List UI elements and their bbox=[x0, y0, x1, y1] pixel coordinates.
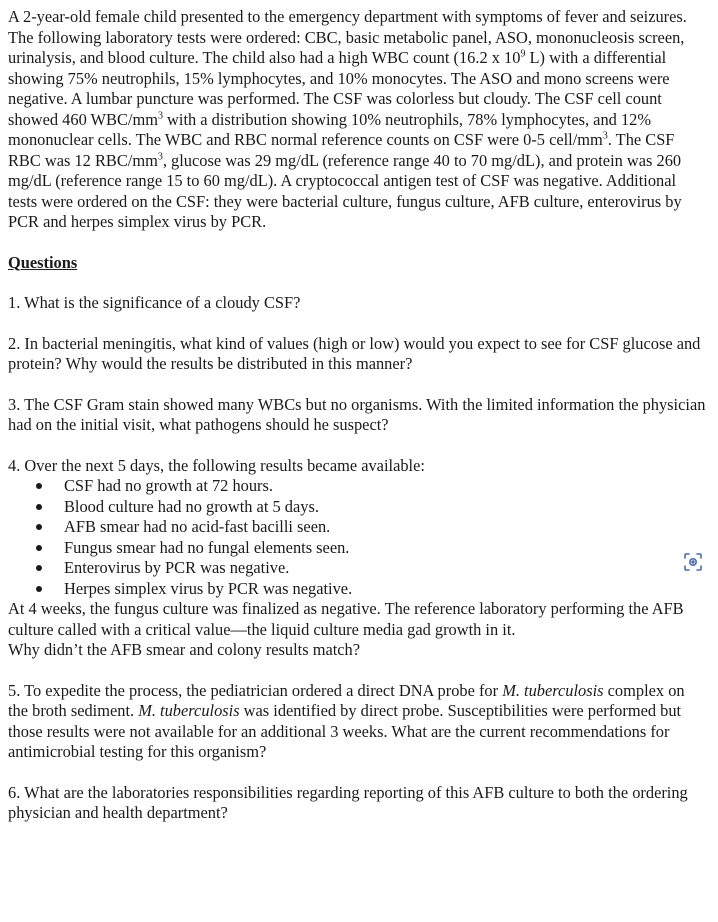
list-item: Blood culture had no growth at 5 days. bbox=[34, 497, 708, 518]
list-item: Fungus smear had no fungal elements seen. bbox=[34, 538, 708, 559]
questions-heading: Questions bbox=[8, 252, 78, 272]
case-description: A 2-year-old female child presented to the emergency department with symptoms of fever and seizures. The following laboratory tests were ordered: CBC, basic metabolic panel, ASO, mononucleosis screen, urinalysis, and blood culture. The child also had a high WBC count (16.2 x $10^9$ L) with a differential showing 75% neutrophils, 15% lymphocytes, and 10% monocytes. The ASO and mono screens were negative. A lumbar puncture was performed. The CSF was colorless but cloudy. The CSF cell count showed 460 WBC/$mm^3$ with a distribution showing 10% neutrophils, 78% lymphocytes, and 12% mononuclear cells. The WBC and RBC normal reference counts on CSF were 0-5 cell/$mm^3$. The CSF RBC was 12 RBC/$mm^3$, glucose was 29 mg/dL (reference range 40 to 70 mg/dL), and protein was 260 mg/dL (reference range 15 to 60 mg/dL). A cryptococcal antigen test of CSF was negative. Additional tests were ordered on the CSF: they were bacterial culture, fungus culture, AFB culture, enterovirus by PCR and herpes simplex virus by PCR. bbox=[8, 7, 687, 231]
question-3: 3. The CSF Gram stain showed many WBCs but no organisms. With the limited information the physician had on the initial visit, what pathogens should he suspect? bbox=[8, 394, 706, 434]
list-item: Herpes simplex virus by PCR was negative. bbox=[34, 579, 708, 600]
list-item: Enterovirus by PCR was negative. bbox=[34, 558, 708, 579]
question-4-intro: 4. Over the next 5 days, the following results became available: bbox=[8, 455, 425, 475]
question-4-question: Why didn’t the AFB smear and colony results match? bbox=[8, 640, 361, 659]
document-body bbox=[8, 7, 708, 844]
question-2: 2. In bacterial meningitis, what kind of values (high or low) would you expect to see for CSF glucose and protein? Why would the results be distributed in this manner? bbox=[8, 333, 701, 373]
scan-text-icon[interactable] bbox=[683, 552, 703, 572]
question-4-followup: At 4 weeks, the fungus culture was finalized as negative. The reference laboratory performing the AFB culture called with a critical value—the liquid culture media gad growth in it. Why didn’t the AFB smear and colony results match? bbox=[8, 599, 684, 659]
list-item: AFB smear had no acid-fast bacilli seen. bbox=[34, 517, 708, 538]
question-5: 5. To expedite the process, the pediatrician ordered a direct DNA probe for M. tuberculosis complex on the broth sediment. M. tuberculosis was identified by direct probe. Susceptibilities were performed but those results were not available for an additional 3 weeks. What are the current recommendations for antimicrobial testing for this organism? bbox=[8, 680, 685, 761]
organism-name: M. tuberculosis bbox=[138, 701, 240, 720]
results-list-second bbox=[8, 497, 708, 600]
results-list-first bbox=[8, 476, 708, 497]
organism-name: M. tuberculosis bbox=[502, 680, 604, 700]
question-1: 1. What is the significance of a cloudy CSF? bbox=[8, 293, 301, 312]
list-item: CSF had no growth at 72 hours. bbox=[34, 476, 708, 497]
question-6: 6. What are the laboratories responsibilities regarding reporting of this AFB culture to both the ordering physician and health department? bbox=[8, 782, 688, 822]
